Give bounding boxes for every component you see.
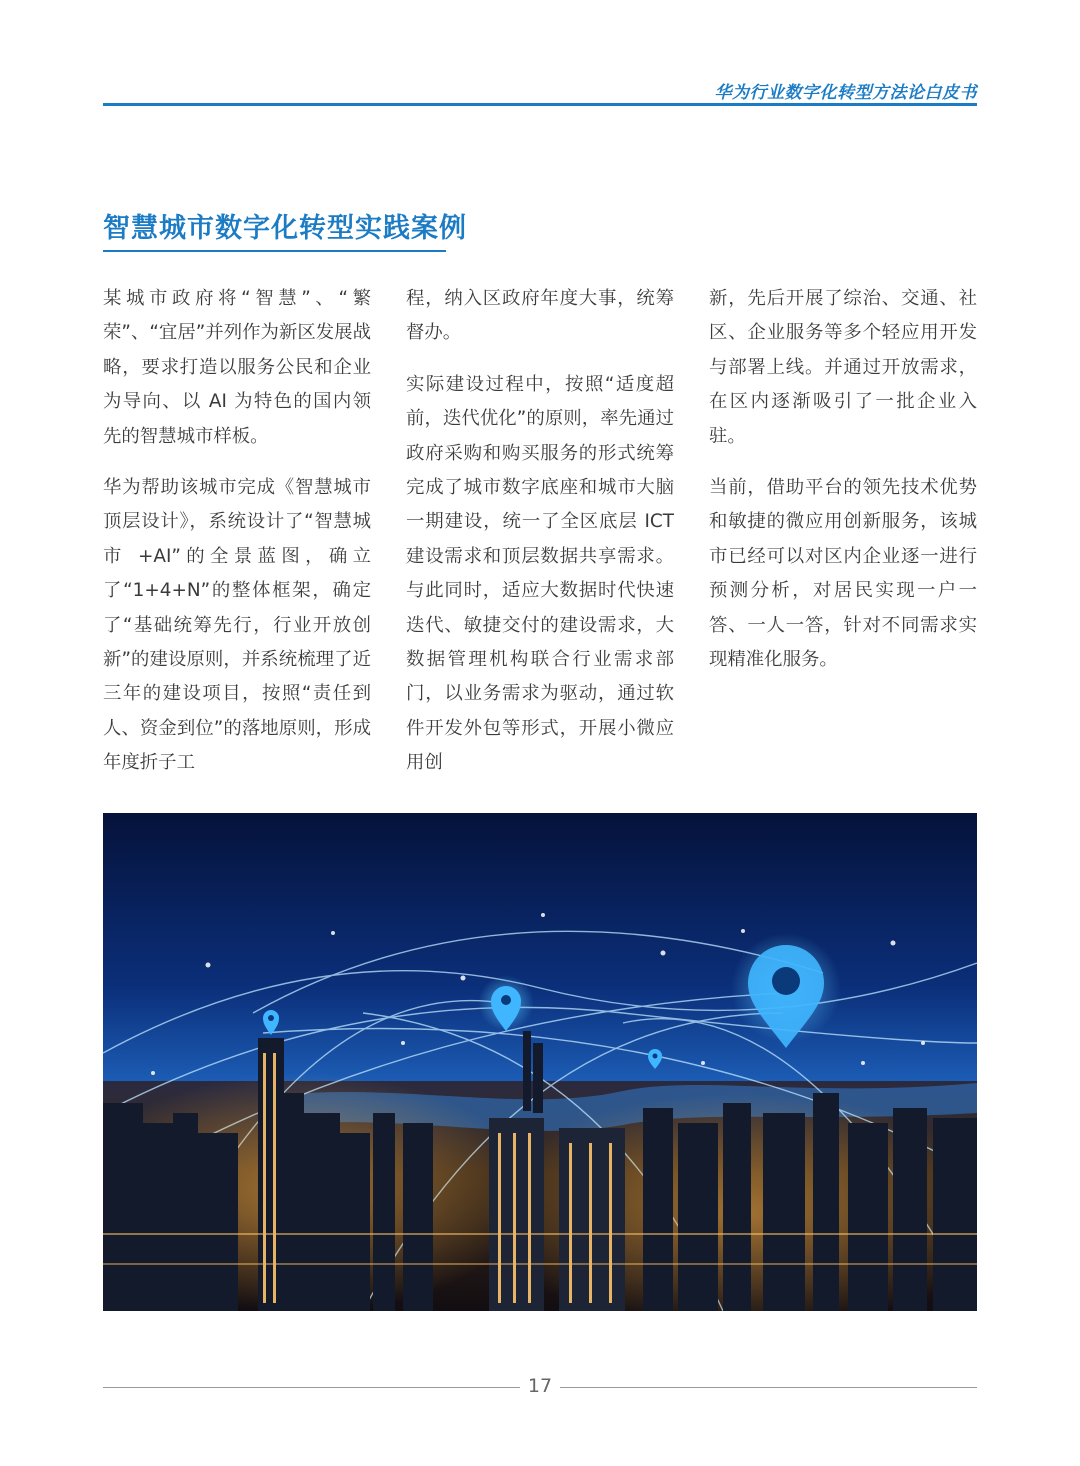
paragraph: 当前，借助平台的领先技术优势和敏捷的微应用创新服务，该城市已经可以对区内企业逐一进行预测分析，对居民实现一户一答、一人一答，针对不同需求实现精准化服务。 <box>709 477 977 671</box>
location-pin-icon <box>478 975 534 1031</box>
paragraph: 新，先后开展了综治、交通、社区、企业服务等多个轻应用开发与部署上线。并通过开放需求，在区内逐渐吸引了一批企业入驻。 <box>709 288 977 447</box>
text-column-1 <box>103 282 371 798</box>
smart-city-night-photo <box>103 813 977 1311</box>
paragraph: 实际建设过程中，按照“适度超前，迭代优化”的原则，率先通过政府采购和购买服务的形式统筹完成了城市数字底座和城市大脑一期建设，统一了全区底层 ICT 建设需求和顶层数据共享需求。与此同时，适应大数据时代快速迭代、敏捷交付的建设需求，大数据管理机构联合行业需求部门，以业务需求为驱动，通过软件开发外包等形式，开展小微应用创 <box>406 373 674 774</box>
footer-rule-right <box>560 1387 977 1388</box>
section-title: 智慧城市数字化转型实践案例 <box>103 213 467 244</box>
text-column-2 <box>406 282 674 798</box>
text-column-3 <box>709 282 977 694</box>
page-number: 17 <box>527 1375 553 1397</box>
footer-rule-left <box>103 1387 520 1388</box>
paragraph: 某城市政府将“智慧”、“繁荣”、“宜居”并列作为新区发展战略，要求打造以服务公民和企业为导向、以 AI 为特色的国内领先的智慧城市样板。 <box>103 288 371 447</box>
section-title-underline <box>103 250 446 252</box>
running-header-title: 华为行业数字化转型方法论白皮书 <box>714 83 977 103</box>
header-rule <box>103 103 977 106</box>
paragraph: 华为帮助该城市完成《智慧城市顶层设计》，系统设计了“智慧城市 +AI”的全景蓝图，确立了“1+4+N”的整体框架，确定了“基础统筹先行，行业开放创新”的建设原则，并系统梳理了近三年的建设项目，按照“责任到人、资金到位”的落地原则，形成年度折子工 <box>103 477 371 774</box>
paragraph: 程，纳入区政府年度大事，统筹督办。 <box>406 288 674 344</box>
